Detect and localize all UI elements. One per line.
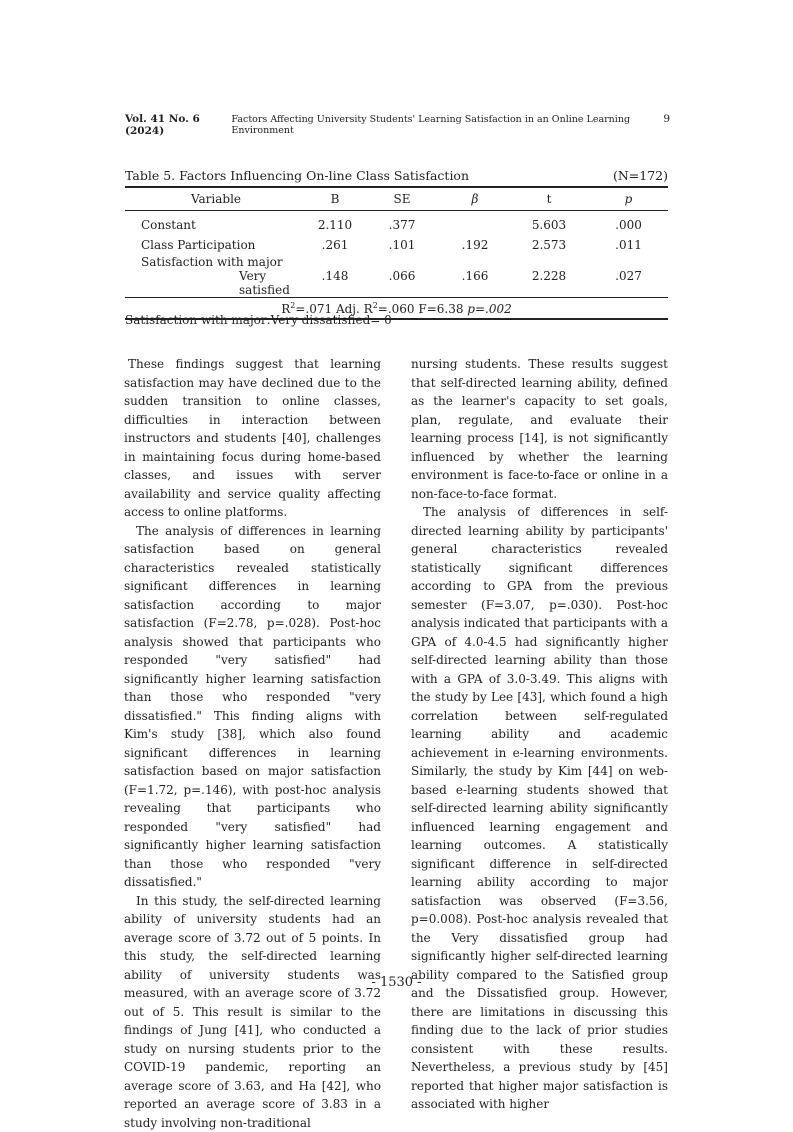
page-number: - 1530 -	[0, 975, 793, 990]
paragraph: In this study, the self-directed learning ability of university students had an average score of 3.72 out of 5 points. In this study, the self-directed learning ability of university students was measured, with an average score of 3.72 out of 5. This result is similar to the findings of Jung [41], who conducted a study on nursing students prior to the COVID-19 pandemic, reporting an average score of 3.63, and Ha [42], who reported an average score of 3.83 in a study involving non-traditional	[124, 892, 381, 1132]
paragraph: These findings suggest that learning satisfaction may have declined due to the sudden transition to online classes, difficulties in interaction between instructors and students [40], challenges in maintaining focus during home-based classes, and issues with server availability and service quality affecting access to online platforms.	[124, 355, 381, 522]
table-row	[125, 211, 668, 236]
cell-t: 5.603	[509, 211, 589, 236]
cell-b: 2.110	[307, 211, 363, 236]
model-fit-summary: $R^2=.071$ Adj. $R^2=.060$ F=6.38 p=.002	[125, 298, 668, 320]
model-p-value: p=.002	[467, 302, 511, 316]
body-column-right	[411, 355, 668, 1114]
variable-name: Satisfaction with major	[141, 255, 283, 269]
paragraph: The analysis of differences in self-directed learning ability by participants' general characteristics revealed statistically significant differences according to GPA from the previous semester (F=3.07, p=.030). Post-hoc analysis indicated that participants with a GPA of 4.0-4.5 had significantly higher self-directed learning ability than those with a GPA of 3.0-3.49. This aligns with the study by Lee [43], which found a high correlation between self-regulated learning ability and academic achievement in e-learning environments. Similarly, the study by Kim [44] on web-based e-learning students showed that self-directed learning ability significantly influenced learning engagement and learning outcomes. A statistically significant difference in self-directed learning ability according to major satisfaction was observed (F=3.56, p=0.008). Post-hoc analysis revealed that the Very dissatisfied group had significantly higher self-directed learning ability compared to the Satisfied group and the Dissatisfied group. However, there are limitations in discussing this finding due to the lack of prior studies consistent with these results. Nevertheless, a previous study by [45] reported that higher major satisfaction is associated with higher	[411, 503, 668, 1114]
cell-se: .066	[363, 255, 441, 298]
running-title: Factors Affecting University Students' Learning Satisfaction in an Online Learning Environment	[231, 114, 651, 136]
table-note: Satisfaction with major:Very dissatisfied= 0	[125, 313, 392, 327]
table-row	[125, 235, 668, 255]
cell-p: .011	[589, 235, 668, 255]
cell-p: .000	[589, 211, 668, 236]
table-sample-size: (N=172)	[613, 168, 668, 183]
variable-level: Very satisfied	[141, 269, 307, 297]
cell-beta	[441, 211, 509, 236]
cell-se: .101	[363, 235, 441, 255]
cell-b: .148	[307, 255, 363, 298]
header-t: t	[509, 187, 589, 211]
running-head	[125, 113, 670, 137]
cell-t: 2.228	[509, 255, 589, 298]
cell-se: .377	[363, 211, 441, 236]
body-column-left	[124, 355, 381, 1132]
journal-page-number: 9	[663, 113, 670, 125]
table-header-row	[125, 187, 668, 211]
cell-variable: Constant	[125, 211, 307, 236]
table-title: Table 5. Factors Influencing On-line Class Satisfaction	[125, 168, 469, 183]
cell-b: .261	[307, 235, 363, 255]
cell-beta: .192	[441, 235, 509, 255]
regression-table	[125, 186, 668, 320]
paragraph: The analysis of differences in learning satisfaction based on general characteristics revealed statistically significant differences in learning satisfaction according to major satisfaction (F=2.78, p=.028). Post-hoc analysis showed that participants who responded "very satisfied" had significantly higher learning satisfaction than those who responded "very dissatisfied." This finding aligns with Kim's study [38], which also found significant differences in learning satisfaction based on major satisfaction (F=1.72, p=.146), with post-hoc analysis revealing that participants who responded "very satisfied" had significantly higher learning satisfaction than those who responded "very dissatisfied."	[124, 522, 381, 892]
journal-volume: Vol. 41 No. 6 (2024)	[125, 113, 231, 137]
cell-t: 2.573	[509, 235, 589, 255]
table-caption	[125, 168, 668, 183]
header-se: SE	[363, 187, 441, 211]
cell-variable: Class Participation	[125, 235, 307, 255]
cell-beta: .166	[441, 255, 509, 298]
table-row	[125, 255, 668, 298]
paragraph: nursing students. These results suggest that self-directed learning ability, defined as the learner's capacity to set goals, plan, regulate, and evaluate their learning process [14], is not significantly influenced by whether the learning environment is face-to-face or online in a non-face-to-face format.	[411, 355, 668, 503]
header-p: p	[589, 187, 668, 211]
cell-variable	[125, 255, 307, 298]
header-variable: Variable	[125, 187, 307, 211]
header-beta: β	[441, 187, 509, 211]
cell-p: .027	[589, 255, 668, 298]
header-b: B	[307, 187, 363, 211]
